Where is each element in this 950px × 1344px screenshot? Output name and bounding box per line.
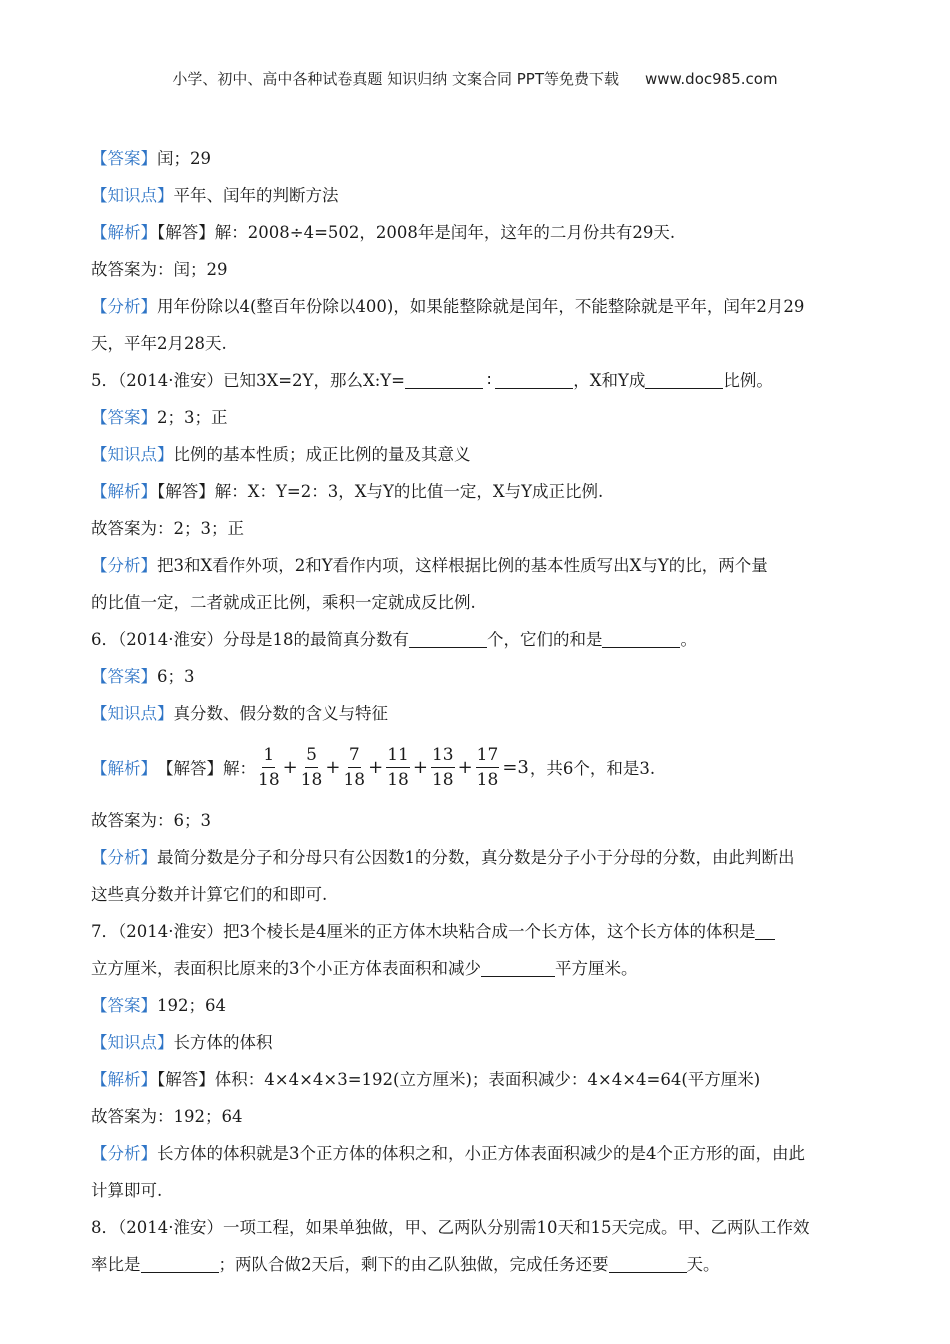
page-header [0,68,950,89]
q5-knowledge: 【知识点】比例的基本性质；成正比例的量及其意义 [91,445,471,464]
q6-final: 故答案为：6；3 [91,811,211,830]
plus-sign: + [325,756,341,778]
plus-sign: + [282,756,298,778]
answer-tag: 【答案】 [91,149,157,168]
q4-comment-cont: 天，平年2月28天. [91,334,227,353]
solution-tag: 【解答】 [157,1070,215,1089]
q6-answer: 【答案】6；3 [91,667,195,686]
equation-result: =3 [502,756,529,778]
analysis-tag: 【解析】 [91,482,157,501]
q7-knowledge: 【知识点】长方体的体积 [91,1033,273,1052]
fraction: $\frac{7}{18}$ [343,744,366,790]
fraction: $\frac{1}{18}$ [258,744,280,790]
q6-comment: 【分析】最简分数是分子和分母只有公因数1的分数，真分数是分子小于分母的分数，由此判断出 [91,848,795,867]
q7-comment-cont: 计算即可. [91,1181,163,1200]
q7-question-cont: 立方厘米，表面积比原来的3个小正方体表面积和减少 平方厘米。 [91,959,638,978]
q5-analysis: 【解析】【解答】解：X：Y=2：3，X与Y的比值一定，X与Y成正比例. [91,482,604,501]
analysis-tag: 【解析】 [91,759,157,778]
fraction: $\frac{13}{18}$ [431,744,454,790]
q4-knowledge: 【知识点】平年、闰年的判断方法 [91,186,339,205]
knowledge-tag: 【知识点】 [91,186,174,205]
q5-question: 5．（2014·淮安）已知3X=2Y，那么X:Y= ∶ ，X和Y成 比例。 [91,371,773,390]
header-text: 小学、初中、高中各种试卷真题 知识归纳 文案合同 PPT等免费下载 [172,70,619,88]
q7-analysis: 【解析】【解答】体积：4×4×4×3=192(立方厘米)；表面积减少：4×4×4=64(平方厘米) [91,1070,761,1089]
q5-comment-cont: 的比值一定，二者就成正比例，乘积一定就成反比例. [91,593,476,612]
plus-sign: + [457,756,473,778]
plus-sign: + [368,756,384,778]
answer-blank[interactable] [645,370,723,389]
solution-tag: 【解答】 [157,223,215,242]
q8-question-cont: 率比是 ；两队合做2天后，剩下的由乙队独做，完成任务还要 天。 [91,1255,720,1274]
document-body [91,140,861,1283]
fraction: $\frac{11}{18}$ [387,744,409,790]
header-url[interactable]: www.doc985.com [644,70,778,88]
answer-blank[interactable] [481,958,555,977]
answer-blank[interactable] [141,1254,219,1273]
q7-final: 故答案为：192；64 [91,1107,243,1126]
q6-question: 6．（2014·淮安）分母是18的最简真分数有 个，它们的和是 。 [91,630,697,649]
q7-comment: 【分析】长方体的体积就是3个正方体的体积之和，小正方体表面积减少的是4个正方形的面，由此 [91,1144,805,1163]
q6-analysis: 【解析】 【解答】 解： $\frac{1}{18}$ + $\frac{5}{18}$ + $\frac{7}{18}$ + $\frac{11}{18}$ + $\frac{13}{18}$ + $\frac{17}{18}$ =3 ，共6个，和是3. [91,744,656,790]
q5-final: 故答案为：2；3；正 [91,519,244,538]
q7-question: 7．（2014·淮安）把3个棱长是4厘米的正方体木块粘合成一个长方体，这个长方体的体积是 [91,913,861,950]
answer-blank[interactable] [495,370,573,389]
answer-blank[interactable] [409,629,487,648]
answer-tag: 【答案】 [91,667,157,686]
solution-tag: 【解答】 [157,482,215,501]
answer-blank[interactable] [602,629,680,648]
answer-blank[interactable] [755,921,775,940]
fraction: $\frac{5}{18}$ [300,744,323,790]
knowledge-tag: 【知识点】 [91,445,174,464]
fraction: $\frac{17}{18}$ [476,744,499,790]
answer-blank[interactable] [405,370,483,389]
comment-tag: 【分析】 [91,848,157,867]
comment-tag: 【分析】 [91,556,157,575]
knowledge-tag: 【知识点】 [91,704,174,723]
q5-answer: 【答案】2；3；正 [91,408,228,427]
q6-comment-cont: 这些真分数并计算它们的和即可. [91,885,328,904]
q5-comment: 【分析】把3和X看作外项，2和Y看作内项，这样根据比例的基本性质写出X与Y的比，两个量 [91,556,768,575]
q4-analysis: 【解析】【解答】解：2008÷4=502，2008年是闰年，这年的二月份共有29天. [91,223,676,242]
q4-comment: 【分析】用年份除以4(整百年份除以400)，如果能整除就是闰年，不能整除就是平年，闰年2月29 [91,297,805,316]
q6-knowledge: 【知识点】真分数、假分数的含义与特征 [91,704,388,723]
plus-sign: + [412,756,428,778]
answer-tag: 【答案】 [91,996,157,1015]
q8-question: 8．（2014·淮安）一项工程，如果单独做，甲、乙两队分别需10天和15天完成。甲、乙两队工作效 [91,1218,810,1237]
comment-tag: 【分析】 [91,297,157,316]
analysis-tag: 【解析】 [91,223,157,242]
analysis-tag: 【解析】 [91,1070,157,1089]
q4-final: 故答案为：闰；29 [91,260,228,279]
comment-tag: 【分析】 [91,1144,157,1163]
knowledge-tag: 【知识点】 [91,1033,174,1052]
q4-answer: 【答案】闰；29 [91,149,211,168]
q7-answer: 【答案】192；64 [91,996,226,1015]
solution-tag: 【解答】 [157,759,223,778]
answer-blank[interactable] [609,1254,687,1273]
answer-tag: 【答案】 [91,408,157,427]
